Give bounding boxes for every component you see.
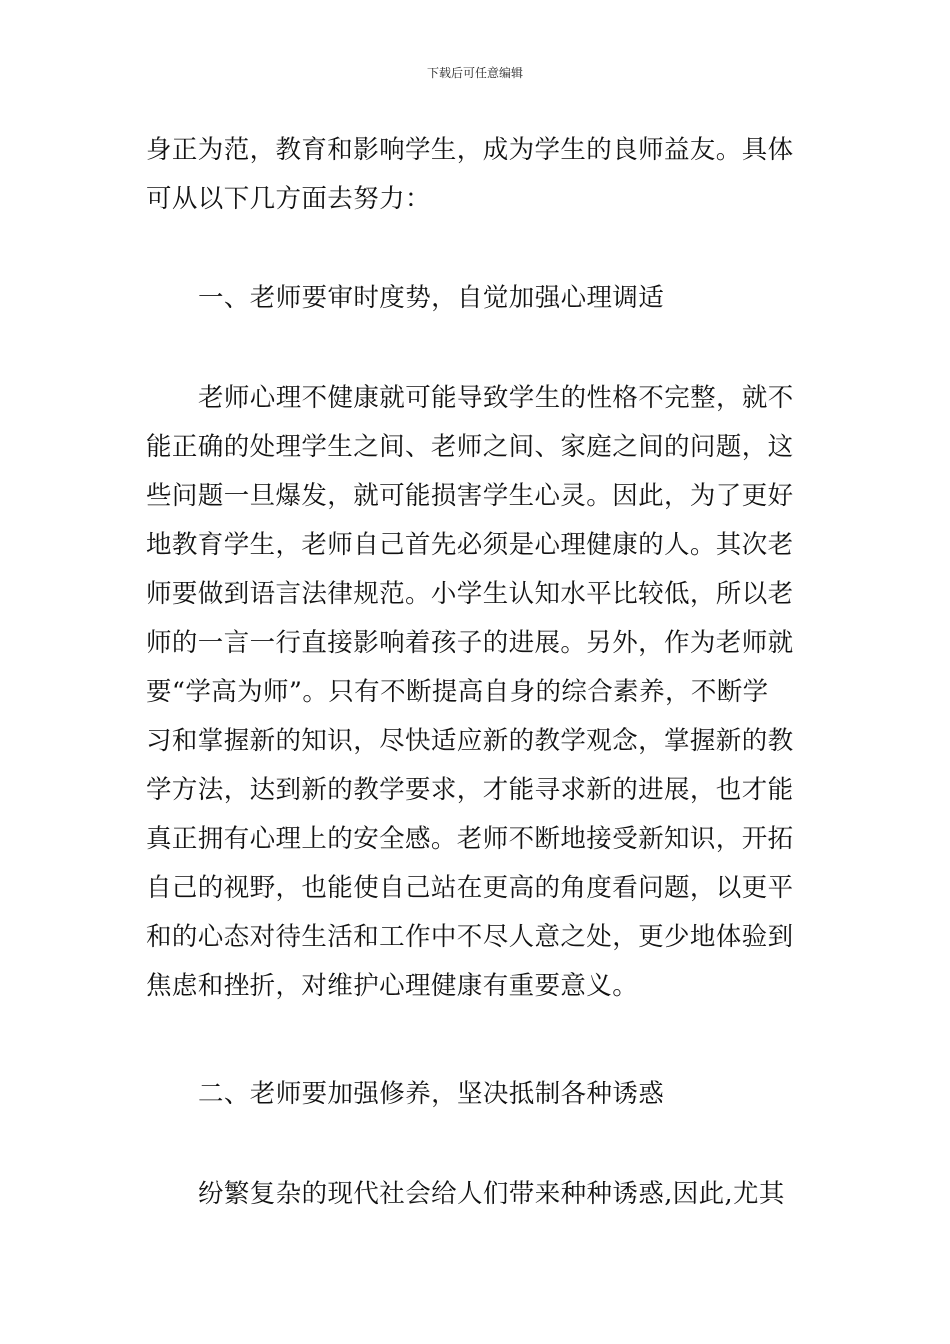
paragraph-line: 地教育学生，老师自己首先必须是心理健康的人。其次老 [146,530,794,560]
header-note: 下载后可任意编辑 [426,66,523,80]
paragraph-line: 学方法，达到新的教学要求，才能寻求新的进展，也才能 [146,775,794,805]
paragraph-line: 师的一言一行直接影响着孩子的进展。另外，作为老师就 [146,628,794,658]
paragraph-line: 焦虑和挫折，对维护心理健康有重要意义。 [146,971,639,1001]
paragraph-line: 身正为范，教育和影响学生，成为学生的良师益友。具体 [146,135,794,165]
paragraph-section-1 [146,374,808,1011]
section-heading-1 [146,274,808,323]
paragraph-line: 些问题一旦爆发，就可能损害学生心灵。因此，为了更好 [146,481,794,511]
paragraph-intro [146,126,808,224]
paragraph-line: 习和掌握新的知识，尽快适应新的教学观念，掌握新的教 [146,726,794,756]
heading-text: 一、老师要审时度势，自觉加强心理调适 [198,283,665,313]
paragraph-line: 老师心理不健康就可能导致学生的性格不完整，就不 [198,383,794,413]
paragraph-line: 真正拥有心理上的安全感。老师不断地接受新知识，开拓 [146,824,794,854]
paragraph-line: 能正确的处理学生之间、老师之间、家庭之间的问题，这 [146,432,794,462]
paragraph-line: 和的心态对待生活和工作中不尽人意之处，更少地体验到 [146,922,794,952]
heading-text: 二、老师要加强修养，坚决抵制各种诱惑 [198,1079,665,1109]
paragraph-line: 要“学高为师”。只有不断提高自身的综合素养，不断学 [146,677,769,707]
paragraph-line: 师要做到语言法律规范。小学生认知水平比较低，所以老 [146,579,794,609]
paragraph-section-2 [146,1170,808,1219]
paragraph-line: 纷繁复杂的现代社会给人们带来种种诱惑,因此,尤其 [198,1179,785,1209]
paragraph-line: 自己的视野，也能使自己站在更高的角度看问题，以更平 [146,873,794,903]
paragraph-line: 可从以下几方面去努力： [146,184,431,214]
section-heading-2 [146,1070,808,1119]
